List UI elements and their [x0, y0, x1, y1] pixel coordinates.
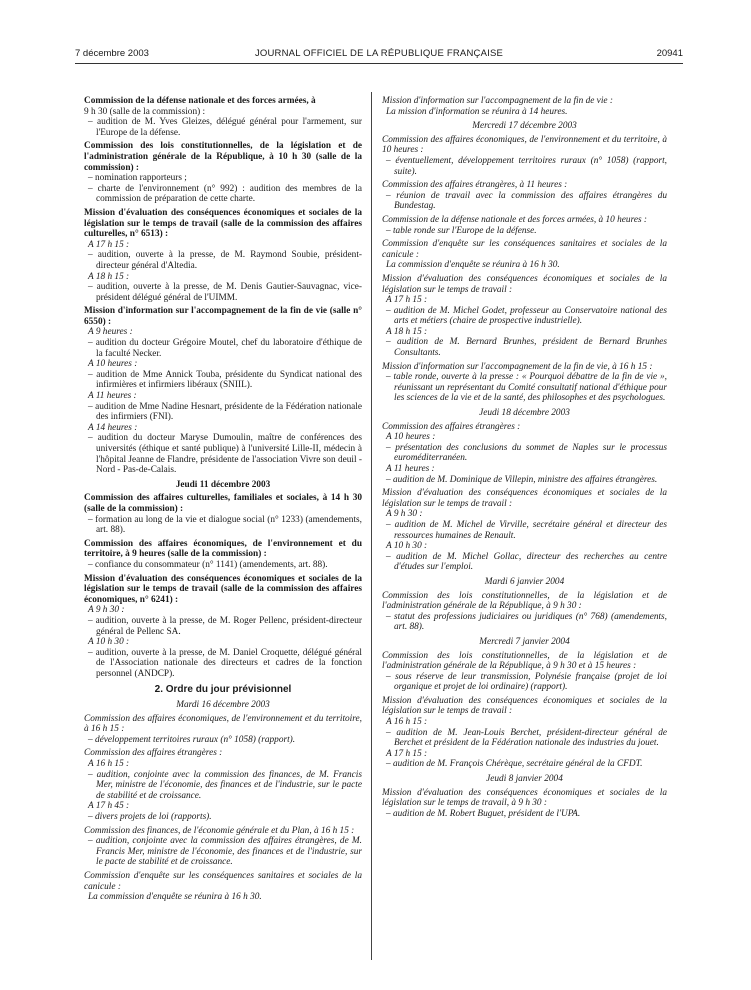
date-heading: Jeudi 8 janvier 2004	[486, 774, 563, 785]
time-label: A 11 heures :	[386, 464, 435, 474]
header-rule	[75, 63, 683, 64]
time-label: A 9 heures :	[88, 327, 133, 338]
agenda-item: – table ronde sur l'Europe de la défense.	[386, 225, 537, 236]
agenda-item: – audition, conjointe avec la commission des affaires étrangères, de M. Francis Mer, ministre de l'économie, des finances et de l'industrie, sur le pacte de stabilité et de croissance.	[88, 836, 362, 868]
committee-heading: Commission des affaires culturelles, familiales et sociales, à 14 h 30 (salle de la commission) :	[84, 493, 362, 514]
agenda-item: – audition de M. Michel de Virville, secrétaire général et directeur des ressources humaines de Renault.	[386, 519, 667, 541]
agenda-item: – audition de Mme Nadine Hesnart, présidente de la Fédération nationale des infirmiers (FNI).	[88, 401, 362, 423]
time-label: A 10 heures :	[386, 432, 436, 443]
agenda-item: – réunion de travail avec la commission des affaires étrangères du Bundestag.	[386, 190, 667, 212]
committee-heading: Commission des lois constitutionnelles, de la législation et de l'administration générale de la République, à 9 h 30 :	[382, 590, 667, 612]
agenda-item: – table ronde, ouverte à la presse : « Pourquoi débattre de la fin de vie », réunissant un représentant du Comité consultatif national d'éthique pour les sciences de la vie et de la santé, des philosophes et des psychologues.	[386, 372, 667, 404]
time-label: A 14 heures :	[88, 422, 138, 433]
date-heading: Mardi 6 janvier 2004	[484, 576, 565, 587]
committee-heading: Commission des lois constitutionnelles, de la législation et de l'administration générale de la République, à 10 h 30 (salle de la commission) :	[84, 141, 362, 173]
header-page-number: 20941	[656, 48, 683, 59]
agenda-item: – audition, ouverte à la presse, de M. Denis Gautier-Sauvagnac, vice-président délégué général de l'UIMM.	[88, 282, 362, 303]
time-label: A 18 h 15 :	[386, 326, 428, 337]
agenda-item: – divers projets de loi (rapports).	[88, 812, 212, 822]
agenda-item: – audition, ouverte à la presse, de M. Daniel Croquette, délégué général de l'Association nationale des directeurs et cadres de la fonction personnel (ANDCP).	[88, 647, 362, 679]
time-label: A 18 h 15 :	[88, 271, 130, 282]
agenda-item: – audition, ouverte à la presse, de M. Roger Pellenc, président-directeur général de Pellenc SA.	[88, 615, 362, 637]
time-label: A 10 heures :	[88, 359, 138, 370]
committee-heading: Mission d'évaluation des conséquences économiques et sociales de la législation sur le temps de travail (salle de la commission des affaires culturelles, n° 6513) :	[84, 207, 362, 240]
committee-heading: Commission des lois constitutionnelles, de la législation et de l'administration générale de la République, à 9 h 30 et à 15 heures :	[382, 650, 667, 672]
agenda-item: – audition de Mme Annick Touba, présidente du Syndicat national des infirmières et infirmiers libéraux (SNIIL).	[88, 369, 362, 391]
paragraph: 9 h 30 (salle de la commission) :	[84, 106, 206, 117]
header-title: JOURNAL OFFICIEL DE LA RÉPUBLIQUE FRANÇAISE	[254, 48, 504, 59]
committee-heading: Mission d'évaluation des conséquences économiques et sociales de la législation sur le temps de travail, à 9 h 30 :	[382, 787, 667, 809]
time-label: A 17 h 45 :	[88, 801, 130, 812]
agenda-item: – audition du docteur Grégoire Moutel, chef du laboratoire d'éthique de la faculté Necker.	[88, 338, 362, 359]
committee-heading: Mission d'information sur l'accompagnement de la fin de vie, à 16 h 15 :	[382, 361, 653, 372]
agenda-item: – audition, conjointe avec la commission des finances, de M. Francis Mer, ministre de l'économie, des finances et de l'industrie, sur le pacte de stabilité et de croissance.	[88, 769, 362, 801]
agenda-item: – statut des professions judiciaires ou juridiques (n° 768) (amendements, art. 88).	[386, 611, 667, 633]
committee-heading: Mission d'évaluation des conséquences économiques et sociales de la législation sur le temps de travail :	[382, 488, 667, 509]
committee-heading: Commission des affaires économiques, de l'environnement et du territoire, à 10 heures :	[382, 134, 667, 156]
committee-heading: Commission des finances, de l'économie générale et du Plan, à 16 h 15 :	[84, 825, 355, 836]
agenda-item: – audition de M. Robert Buguet, président de l'UPA.	[386, 808, 581, 819]
date-heading: Mercredi 7 janvier 2004	[479, 636, 570, 647]
time-label: A 11 heures :	[88, 391, 137, 402]
time-label: A 9 h 30 :	[386, 509, 423, 520]
time-label: A 17 h 15 :	[386, 748, 428, 759]
date-heading: Mercredi 17 décembre 2003	[472, 121, 577, 132]
agenda-item: – audition de M. Michel Gollac, directeur des recherches au centre d'études sur l'emploi.	[386, 551, 667, 573]
committee-heading: Commission des affaires étrangères :	[382, 421, 521, 432]
time-label: A 17 h 15 :	[88, 239, 130, 250]
date-heading: Jeudi 11 décembre 2003	[175, 479, 271, 490]
committee-heading: Mission d'évaluation des conséquences économiques et sociales de la législation sur le temps de travail :	[382, 695, 667, 717]
section-heading: 2. Ordre du jour prévisionnel	[154, 684, 292, 696]
time-label: A 16 h 15 :	[88, 759, 130, 770]
agenda-item: – audition de M. François Chérèque, secrétaire général de la CFDT.	[386, 759, 643, 770]
committee-heading: Commission des affaires étrangères, à 11 heures :	[382, 180, 568, 191]
agenda-item: – audition de M. Dominique de Villepin, ministre des affaires étrangères.	[386, 474, 658, 485]
agenda-item: – sous réserve de leur transmission, Polynésie française (projet de loi organique et projet de loi ordinaire) (rapport).	[386, 671, 667, 693]
time-label: La commission d'enquête se réunira à 16 h 30.	[88, 892, 262, 903]
committee-heading: Commission de la défense nationale et des forces armées, à 10 heures :	[382, 214, 648, 225]
page-header	[75, 48, 683, 62]
date-heading: Mardi 16 décembre 2003	[176, 700, 270, 711]
agenda-item: – audition de M. Jean-Louis Berchet, président-directeur général de Berchet et président de la Fédération nationale des industries du jouet.	[386, 727, 667, 749]
committee-heading: Commission d'enquête sur les conséquences sanitaires et sociales de la canicule :	[382, 239, 667, 260]
agenda-item: – audition de M. Bernard Brunhes, président de Bernard Brunhes Consultants.	[386, 337, 667, 359]
committee-heading: Commission des affaires économiques, de l'environnement et du territoire, à 16 h 15 :	[84, 713, 362, 735]
committee-heading: Commission d'enquête sur les conséquences sanitaires et sociales de la canicule :	[84, 870, 362, 892]
agenda-item: – formation au long de la vie et dialogue social (n° 1233) (amendements, art. 88).	[88, 514, 362, 536]
time-label: A 16 h 15 :	[386, 717, 428, 728]
agenda-item: – développement territoires ruraux (n° 1058) (rapport).	[88, 734, 296, 745]
agenda-item: – charte de l'environnement (n° 992) : audition des membres de la commission de préparation de cette charte.	[88, 183, 362, 205]
time-label: A 9 h 30 :	[88, 605, 125, 616]
committee-heading: Commission des affaires économiques, de l'environnement et du territoire, à 9 heures (salle de la commission) :	[84, 538, 362, 560]
time-label: A 10 h 30 :	[88, 637, 130, 648]
committee-heading: Mission d'évaluation des conséquences économiques et sociales de la législation sur le temps de travail :	[382, 273, 667, 295]
agenda-item: – audition de M. Yves Gleizes, délégué général pour l'armement, sur l'Europe de la défense.	[88, 117, 362, 138]
agenda-item: – audition du docteur Maryse Dumoulin, maître de conférences des universités (éthique et santé publique) à l'université Lille-II, médecin à l'hôpital Jeanne de Flandre, présidente de l'association Vivre son deuil - Nord - Pas-de-Calais.	[88, 433, 362, 476]
agenda-item: – éventuellement, développement territoires ruraux (n° 1058) (rapport, suite).	[386, 155, 667, 177]
committee-heading: Mission d'évaluation des conséquences économiques et sociales de la législation sur le temps de travail (salle de la commission des affaires économiques, n° 6241) :	[84, 573, 362, 605]
time-label: La mission d'information se réunira à 14 heures.	[386, 106, 568, 117]
right-column	[382, 96, 667, 819]
column-divider	[371, 92, 372, 960]
committee-heading: Commission des affaires étrangères :	[84, 748, 223, 759]
agenda-item: – audition, ouverte à la presse, de M. Raymond Soubie, président-directeur général d'Altedia.	[88, 250, 362, 271]
time-label: La commission d'enquête se réunira à 16 h 30.	[386, 260, 560, 271]
agenda-item: – nomination rapporteurs ;	[88, 173, 187, 184]
date-heading: Jeudi 18 décembre 2003	[479, 408, 570, 419]
committee-heading: Commission de la défense nationale et des forces armées, à	[84, 96, 316, 106]
agenda-item: – confiance du consommateur (n° 1141) (amendements, art. 88).	[88, 559, 328, 570]
header-date: 7 décembre 2003	[75, 48, 149, 59]
committee-heading: Mission d'information sur l'accompagnement de la fin de vie (salle n° 6550) :	[84, 306, 362, 327]
agenda-item: – présentation des conclusions du sommet de Naples sur le processus euroméditerranéen.	[386, 442, 667, 464]
time-label: A 10 h 30 :	[386, 541, 428, 552]
committee-heading: Mission d'information sur l'accompagnement de la fin de vie :	[382, 96, 613, 106]
agenda-item: – audition de M. Michel Godet, professeur au Conservatoire national des arts et métiers (chaire de prospective industrielle).	[386, 305, 667, 327]
left-column	[84, 96, 362, 903]
time-label: A 17 h 15 :	[386, 295, 428, 306]
